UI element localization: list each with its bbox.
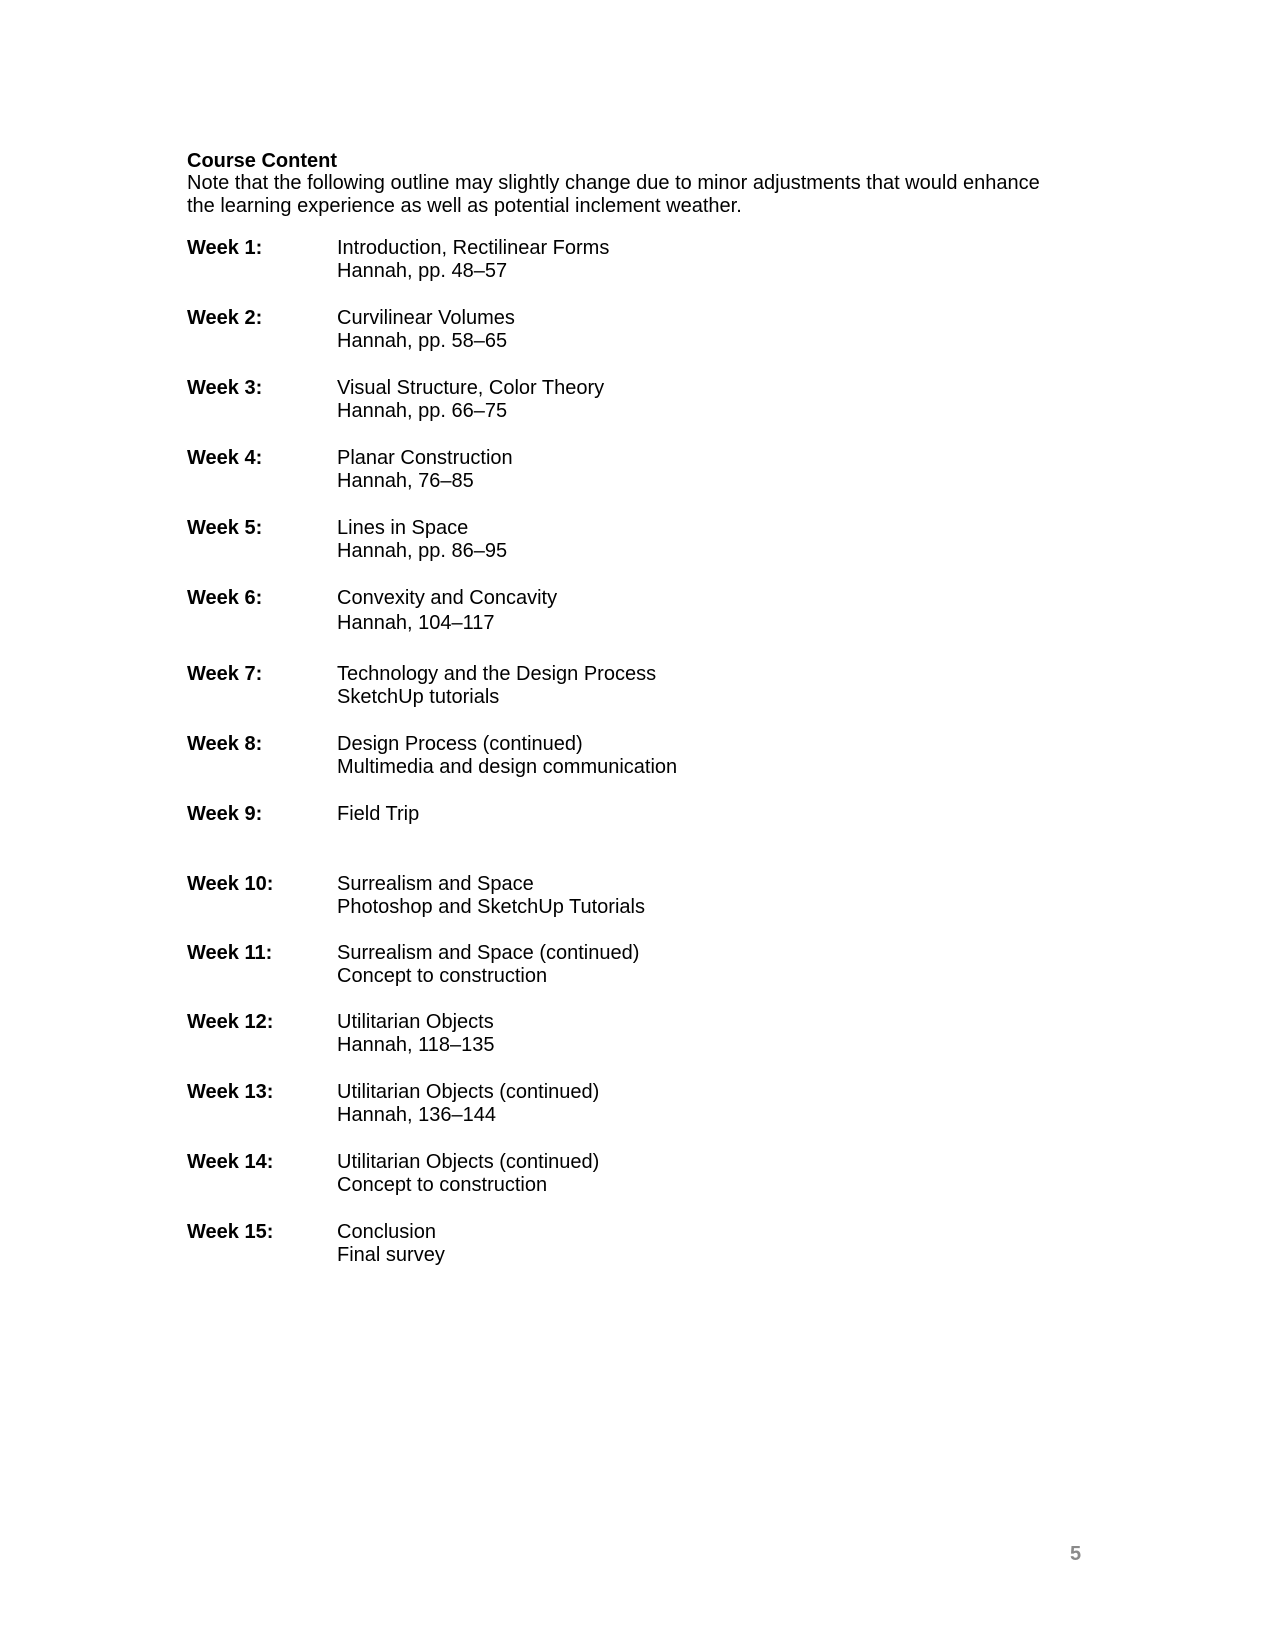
week-label: Week 1: (187, 237, 263, 259)
section-title: Course Content (187, 150, 337, 172)
week-topic: Curvilinear Volumes (337, 307, 515, 329)
week-reading: Hannah, 118–135 (337, 1034, 495, 1056)
week-topic: Convexity and Concavity (337, 587, 558, 609)
week-topic: Field Trip (337, 803, 420, 825)
intro-line: Note that the following outline may slightly change due to minor adjustments that would enhance (187, 172, 1040, 194)
week-reading: Hannah, pp. 48–57 (337, 260, 508, 282)
week-label: Week 5: (187, 517, 263, 539)
week-label: Week 3: (187, 377, 263, 399)
week-topic: Conclusion (337, 1221, 436, 1243)
week-topic: Lines in Space (337, 517, 469, 539)
week-label: Week 11: (187, 942, 273, 964)
week-row (187, 1081, 887, 1131)
week-topic: Utilitarian Objects (continued) (337, 1081, 600, 1103)
week-topic: Surrealism and Space (continued) (337, 942, 640, 964)
week-reading: SketchUp tutorials (337, 686, 500, 708)
week-label: Week 10: (187, 873, 274, 895)
week-row (187, 803, 887, 853)
week-label: Week 7: (187, 663, 263, 685)
week-row (187, 733, 887, 783)
intro-line: the learning experience as well as potential inclement weather. (187, 195, 742, 217)
week-row (187, 1221, 887, 1271)
week-row (187, 1151, 887, 1201)
week-reading: Hannah, pp. 86–95 (337, 540, 508, 562)
week-label: Week 13: (187, 1081, 274, 1103)
week-row (187, 237, 887, 287)
week-label: Week 8: (187, 733, 263, 755)
week-label: Week 15: (187, 1221, 274, 1243)
week-row (187, 663, 887, 713)
week-row (187, 447, 887, 497)
week-reading: Final survey (337, 1244, 445, 1266)
week-label: Week 14: (187, 1151, 274, 1173)
page-number: 5 (1070, 1543, 1082, 1565)
week-row (187, 377, 887, 427)
week-reading: Hannah, 76–85 (337, 470, 474, 492)
week-label: Week 9: (187, 803, 263, 825)
week-reading: Hannah, pp. 66–75 (337, 400, 508, 422)
week-topic: Utilitarian Objects (337, 1011, 494, 1033)
week-topic: Technology and the Design Process (337, 663, 657, 685)
week-reading: Concept to construction (337, 1174, 548, 1196)
week-reading: Photoshop and SketchUp Tutorials (337, 896, 645, 918)
week-row (187, 517, 887, 567)
week-reading: Hannah, 136–144 (337, 1104, 497, 1126)
week-topic: Introduction, Rectilinear Forms (337, 237, 610, 259)
week-label: Week 2: (187, 307, 263, 329)
week-row (187, 1011, 887, 1061)
week-label: Week 12: (187, 1011, 274, 1033)
week-reading: Hannah, 104–117 (337, 612, 495, 634)
week-row (187, 307, 887, 357)
intro-paragraph (187, 172, 1087, 218)
week-topic: Design Process (continued) (337, 733, 583, 755)
week-row (187, 942, 887, 992)
week-reading: Concept to construction (337, 965, 548, 987)
week-topic: Utilitarian Objects (continued) (337, 1151, 600, 1173)
week-topic: Surrealism and Space (337, 873, 534, 895)
week-reading: Hannah, pp. 58–65 (337, 330, 508, 352)
week-row (187, 587, 887, 637)
week-label: Week 6: (187, 587, 263, 609)
week-topic: Visual Structure, Color Theory (337, 377, 605, 399)
week-row (187, 873, 887, 923)
week-reading: Multimedia and design communication (337, 756, 678, 778)
week-topic: Planar Construction (337, 447, 513, 469)
week-label: Week 4: (187, 447, 263, 469)
